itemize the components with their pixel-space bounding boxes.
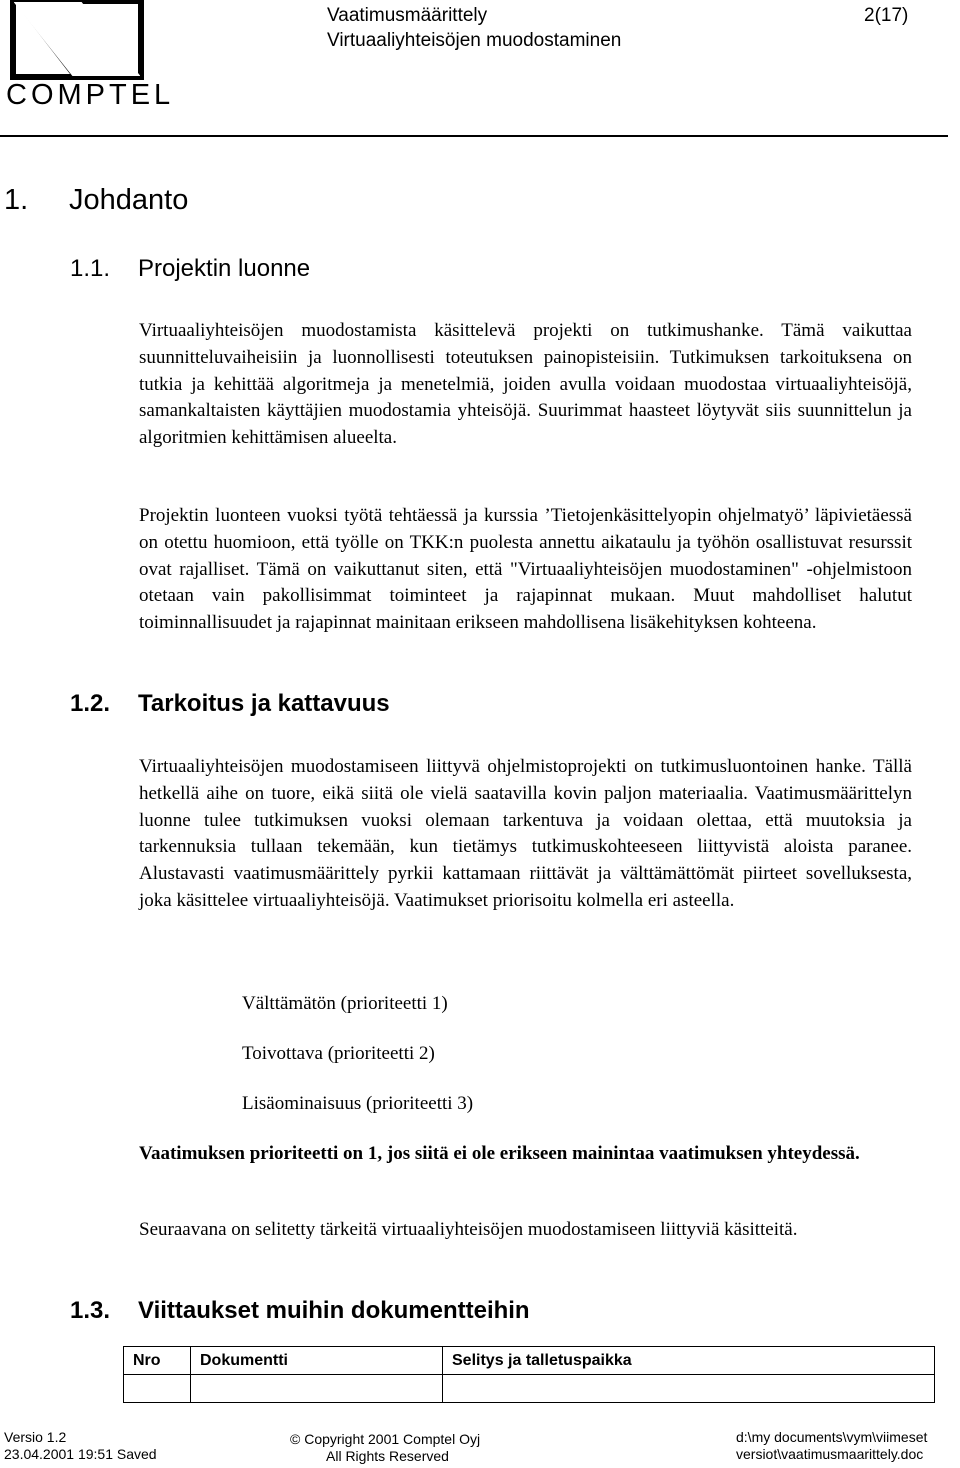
- footer-copyright: © Copyright 2001 Comptel Oyj: [290, 1431, 481, 1447]
- document-title: Vaatimusmäärittely: [327, 5, 488, 26]
- comptel-logo-icon: [4, 0, 144, 80]
- table-header-cell: Nro: [124, 1347, 191, 1375]
- heading-number: 1.2.: [70, 690, 111, 717]
- page-number: 2(17): [864, 5, 909, 26]
- references-table: [123, 1346, 935, 1403]
- heading-johdanto: [4, 183, 188, 217]
- footer-path: d:\my documents\vym\viimeset: [736, 1429, 928, 1445]
- heading-text: Viittaukset muihin dokumentteihin: [138, 1297, 530, 1324]
- footer-path: versiot\vaatimusmaarittely.doc: [736, 1446, 924, 1462]
- footer-rights: All Rights Reserved: [326, 1448, 449, 1464]
- heading-viittaukset: [70, 1297, 530, 1325]
- priority-item: Välttämätön (prioriteetti 1): [242, 993, 448, 1014]
- paragraph: Virtuaaliyhteisöjen muodostamiseen liittyvä ohjelmistoprojekti on tutkimusluontoinen hanke. Tällä hetkellä aihe on tuore, eikä siitä ole vielä saatavilla kovin paljon materiaalia. Vaatimusmäärittelyn luonne tulee tutkimuksen vuoksi olemaan tarkentuva ja voidaan olettaa, että muutoksia ja tarkennuksia tullaan tekemään, kun tietämys tutkimuskohteeseen liittyvistä aloista paranee. Alustavasti vaatimusmäärittely pyrkii kattamaan riittävät ja välttämättömät piirteet sovelluksesta, joka käsittelee virtuaaliyhteisöjä. Vaatimukset priorisoitu kolmella eri asteella.: [139, 756, 912, 911]
- heading-number: 1.3.: [70, 1297, 111, 1324]
- footer-saved: 23.04.2001 19:51 Saved: [4, 1446, 157, 1462]
- priority-item: Lisäominaisuus (prioriteetti 3): [242, 1093, 474, 1114]
- priority-item: Toivottava (prioriteetti 2): [242, 1043, 435, 1064]
- logo-text: COMPTEL: [6, 79, 175, 111]
- heading-text: Projektin luonne: [138, 255, 311, 282]
- heading-tarkoitus-ja-kattavuus: [70, 690, 390, 718]
- paragraph: Projektin luonteen vuoksi työtä tehtäessä ja kurssia ’Tietojenkäsittelyopin ohjelmatyö’ läpivietäessä on otettu huomioon, että työlle on TKK:n puolesta annettu aikataulu ja työhön osallistuvat resurssit ovat rajalliset. Tämä on vaikuttanut siten, että "Virtuaaliyhteisöjen muodostaminen" -ohjelmistoon otetaan vain pakollisimmat toiminteet ja rajapinnat mukaan. Muut mahdolliset halutut toiminnallisuudet ja rajapinnat mainitaan erikseen mahdollisena lisäkehityksen kohteena.: [139, 505, 912, 634]
- heading-number: 1.: [4, 184, 29, 216]
- table-cell: [443, 1375, 935, 1403]
- heading-text: Johdanto: [69, 184, 189, 216]
- heading-number: 1.1.: [70, 255, 111, 282]
- document-subtitle: Virtuaaliyhteisöjen muodostaminen: [327, 30, 622, 51]
- heading-projektin-luonne: [70, 255, 310, 283]
- header-divider: [0, 135, 948, 137]
- footer-version: Versio 1.2: [4, 1429, 67, 1445]
- paragraph: Virtuaaliyhteisöjen muodostamista käsittelevä projekti on tutkimushanke. Tämä vaikuttaa suunnitteluvaiheisiin ja luonnollisesti toteutuksen painopisteisiin. Tutkimuksen tarkoituksena on tutkia ja kehittää algoritmeja ja menetelmiä, joiden avulla voidaan muodostaa virtuaaliyhteisöjä, samankaltaisten käyttäjien muodostamia yhteisöjä. Suurimmat haasteet löytyvät siis suunnittelun ja algoritmien kehittämisen alueelta.: [139, 320, 912, 449]
- paragraph: Seuraavana on selitetty tärkeitä virtuaaliyhteisöjen muodostamiseen liittyviä käsitteitä.: [139, 1219, 798, 1240]
- table-row: [124, 1375, 935, 1403]
- table-header-cell: Dokumentti: [191, 1347, 443, 1375]
- paragraph-bold: Vaatimuksen prioriteetti on 1, jos siitä ei ole erikseen mainintaa vaatimuksen yhteydessä.: [139, 1143, 860, 1164]
- table-cell: [124, 1375, 191, 1403]
- table-header-cell: Selitys ja talletuspaikka: [443, 1347, 935, 1375]
- table-cell: [191, 1375, 443, 1403]
- table-header-row: [124, 1347, 935, 1375]
- heading-text: Tarkoitus ja kattavuus: [138, 690, 390, 717]
- comptel-logo: [4, 0, 175, 111]
